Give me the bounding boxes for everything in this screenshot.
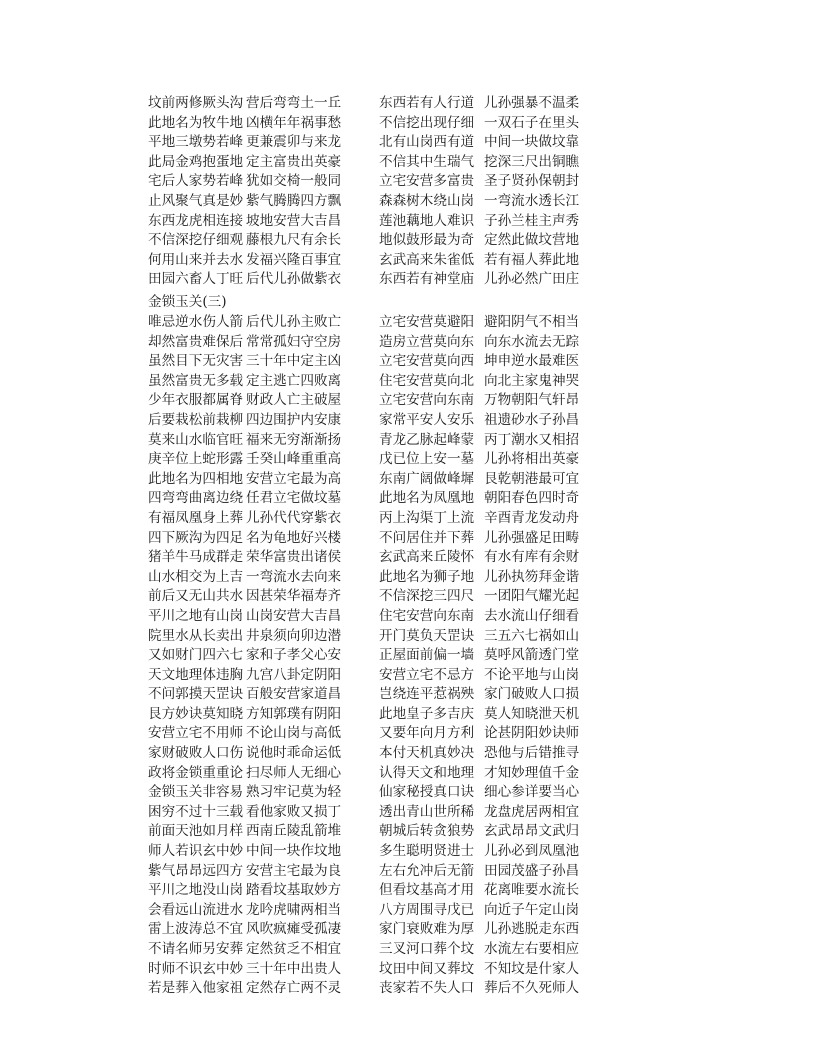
verse-line: 向近子午定山岗 (484, 901, 580, 918)
verse-line: 玄武高来朱雀低 (379, 251, 475, 268)
verse-line: 论甚阴阳妙诀师 (484, 725, 580, 742)
verse-line: 此地名为四相地 (148, 470, 244, 487)
verse-block-top (148, 94, 748, 290)
verse-row (148, 646, 748, 666)
verse-line: 认得天文和地理 (379, 764, 475, 781)
verse-line: 儿孙将相出英豪 (484, 451, 580, 468)
verse-row (148, 822, 748, 842)
verse-row (148, 94, 748, 114)
verse-line: 地似鼓形最为奇 (379, 232, 475, 249)
verse-row (148, 212, 748, 232)
verse-row (148, 783, 748, 803)
verse-line: 定然贫乏不相宜 (246, 941, 342, 957)
verse-line: 儿孙逃脱走东西 (484, 921, 580, 938)
verse-line: 雷上波涛总不宜 (148, 921, 244, 938)
verse-row (148, 685, 748, 705)
verse-line: 宅后人家势若峰 (148, 173, 244, 190)
verse-line: 何用山来并去水 (148, 251, 244, 268)
verse-line: 多生聪明贤进士 (379, 843, 475, 860)
verse-line: 辛酉青龙发动舟 (484, 509, 580, 526)
verse-line: 三叉河口葬个坟 (379, 941, 475, 957)
verse-row (148, 803, 748, 823)
verse-line: 莫人知晓泄天机 (484, 705, 580, 722)
verse-line: 虽然富贵无多载 (148, 372, 244, 389)
verse-line: 家门衰败难为厚 (379, 921, 475, 938)
verse-line: 透出青山世所稀 (379, 803, 475, 820)
verse-line: 恐他与后错推寻 (484, 745, 580, 762)
verse-line: 一弯流水透长江 (484, 192, 580, 209)
verse-line: 不信深挖三四尺 (379, 588, 475, 605)
verse-line: 坟前两修厥头沟 (148, 95, 244, 111)
verse-line: 此地名为凤凰地 (379, 490, 475, 507)
verse-line: 不信其中生瑞气 (379, 153, 475, 170)
verse-line: 看他家败又损丁 (246, 803, 342, 820)
verse-row (148, 251, 748, 271)
verse-line: 时师不识玄中妙 (148, 960, 244, 977)
verse-line: 去水流山仔细看 (484, 607, 580, 624)
verse-line: 花离唯要水流长 (484, 882, 580, 899)
verse-row (148, 313, 748, 333)
verse-line: 才知妙理值千金 (484, 764, 580, 781)
verse-line: 避阳阴气不相当 (484, 314, 580, 330)
verse-line: 荣华富贵出诸侯 (246, 549, 342, 566)
verse-row (148, 509, 748, 529)
verse-line: 师人若识玄中妙 (148, 843, 244, 860)
verse-line: 常常孤妇守空房 (246, 333, 342, 350)
verse-line: 山水相交为上吉 (148, 568, 244, 585)
verse-row (148, 862, 748, 882)
verse-line: 开门莫负天罡诀 (379, 627, 475, 644)
verse-line: 壬癸山峰重重高 (246, 451, 342, 468)
verse-line: 龙盘虎居两相宜 (484, 803, 580, 820)
verse-row (148, 666, 748, 686)
verse-line: 政将金锁重重论 (148, 764, 244, 781)
verse-line: 莫来山水临官旺 (148, 431, 244, 448)
verse-row (148, 842, 748, 862)
verse-line: 方知郭璞有阴阳 (246, 705, 342, 722)
verse-line: 三十年中定主凶 (246, 353, 342, 370)
verse-line: 四弯弯曲离边绕 (148, 490, 244, 507)
verse-line: 立宅安营莫向西 (379, 353, 475, 370)
verse-line: 发福兴隆百事宜 (246, 251, 342, 268)
verse-line: 四边围护内安康 (246, 411, 342, 428)
verse-line: 朝阳春色四时奇 (484, 490, 580, 507)
verse-line: 子孙兰桂主声秀 (484, 212, 580, 229)
verse-line: 向北主家鬼神哭 (484, 372, 580, 389)
verse-line: 说他时乖命运低 (246, 745, 342, 762)
verse-row (148, 724, 748, 744)
verse-row (148, 744, 748, 764)
verse-line: 踏看坟基取妙方 (246, 882, 342, 899)
verse-line: 凶横年年祸事愁 (246, 114, 342, 131)
verse-line: 百般安营家道昌 (246, 686, 342, 703)
verse-line: 儿孙强盛足田畴 (484, 529, 580, 546)
verse-line: 营后弯弯土一丘 (246, 95, 342, 111)
verse-line: 有水有库有余财 (484, 549, 580, 566)
verse-line: 熟习牢记莫为轻 (246, 784, 342, 801)
verse-line: 圣子贤孙保朝封 (484, 173, 580, 190)
section-heading: 金锁玉关(三) (148, 294, 227, 310)
verse-line: 少年衣服都属脊 (148, 392, 244, 409)
verse-line: 朝城后转贪狼势 (379, 823, 475, 840)
verse-line: 风吹疯瘫受孤凄 (246, 921, 342, 938)
verse-line: 天文地理体违胸 (148, 666, 244, 683)
verse-line: 坡地安营大吉昌 (246, 212, 342, 229)
verse-row (148, 372, 748, 392)
verse-line: 三十年中出贵人 (246, 960, 342, 977)
verse-line: 井泉须向卯边潜 (246, 627, 342, 644)
verse-row (148, 450, 748, 470)
verse-line: 儿孙强暴不温柔 (484, 95, 580, 111)
verse-line: 平地三墩势若峰 (148, 134, 244, 151)
verse-line: 立宅安营多富贵 (379, 173, 475, 190)
verse-line: 东西龙虎相连接 (148, 212, 244, 229)
verse-line: 金锁玉关非容易 (148, 784, 244, 801)
verse-line: 止风聚气真是妙 (148, 192, 244, 209)
verse-line: 莲池藕地人难识 (379, 212, 475, 229)
verse-line: 不请名师另安葬 (148, 941, 244, 957)
verse-line: 四下厥沟为四足 (148, 529, 244, 546)
verse-row (148, 231, 748, 251)
verse-row (148, 172, 748, 192)
verse-line: 扫尽师人无细心 (246, 764, 342, 781)
verse-line: 更兼震卯与来龙 (246, 134, 342, 151)
verse-line: 森森树木绕山岗 (379, 192, 475, 209)
verse-line: 却然富贵难保后 (148, 333, 244, 350)
verse-line: 财政人亡主破屋 (246, 392, 342, 409)
verse-line: 莫呼风箭透门堂 (484, 647, 580, 664)
verse-line: 细心参详要当心 (484, 784, 580, 801)
verse-row (148, 529, 748, 549)
verse-row (148, 960, 748, 980)
verse-line: 住宅安营向东南 (379, 607, 475, 624)
verse-line: 前面天池如月样 (148, 823, 244, 840)
verse-line: 万物朝阳气轩昂 (484, 392, 580, 409)
verse-line: 祖遗砂水子孙昌 (484, 411, 580, 428)
verse-row (148, 940, 748, 960)
verse-line: 紫气腾腾四方飘 (246, 192, 342, 209)
verse-line: 艮乾朝港最可宜 (484, 470, 580, 487)
verse-row (148, 114, 748, 134)
verse-line: 又如财门四六七 (148, 647, 244, 664)
verse-line: 定然存亡两不灵 (246, 980, 342, 997)
verse-row (148, 133, 748, 153)
verse-row (148, 489, 748, 509)
verse-row (148, 431, 748, 451)
verse-line: 龙吟虎啸两相当 (246, 901, 342, 918)
verse-line: 东南广阔做峰墀 (379, 470, 475, 487)
verse-line: 儿孙必然广田庄 (484, 271, 580, 288)
verse-line: 东西若有人行道 (379, 95, 475, 111)
verse-line: 中间一块作坟地 (246, 843, 342, 860)
verse-row (148, 153, 748, 173)
verse-row (148, 627, 748, 647)
verse-line: 丙丁潮水又相招 (484, 431, 580, 448)
verse-line: 正屋面前偏一墙 (379, 647, 475, 664)
verse-line: 立宅安营向东南 (379, 392, 475, 409)
verse-line: 田园茂盛子孙昌 (484, 862, 580, 879)
verse-line: 挖深三尺出铜瞧 (484, 153, 580, 170)
verse-line: 水流左右要相应 (484, 941, 580, 957)
verse-line: 后代儿孙主败亡 (246, 314, 342, 330)
verse-line: 因甚荣华福寿齐 (246, 588, 342, 605)
verse-line: 又要年向月方利 (379, 725, 475, 742)
verse-line: 丧家若不失人口 (379, 980, 475, 997)
verse-line: 后要栽松前栽柳 (148, 411, 244, 428)
verse-line: 造房立营莫向东 (379, 333, 475, 350)
verse-line: 安营立宅不用师 (148, 725, 244, 742)
verse-line: 福来无穷渐渐扬 (246, 431, 342, 448)
verse-line: 戊已位上安一墓 (379, 451, 475, 468)
verse-line: 若是葬入他家祖 (148, 980, 244, 997)
verse-line: 丙上沟渠丁上流 (379, 509, 475, 526)
verse-line: 立宅安营莫避阳 (379, 314, 475, 330)
verse-line: 儿孙必到凤凰池 (484, 843, 580, 860)
verse-line: 后代儿孙做紫衣 (246, 271, 342, 288)
verse-row (148, 764, 748, 784)
verse-line: 葬后不久死师人 (484, 980, 580, 997)
verse-row (148, 901, 748, 921)
verse-row (148, 587, 748, 607)
verse-line: 中间一块做坟靠 (484, 134, 580, 151)
verse-line: 玄武昂昂文武归 (484, 823, 580, 840)
verse-line: 定主逃亡四败离 (246, 372, 342, 389)
verse-row (148, 411, 748, 431)
verse-line: 有福凤凰身上葬 (148, 509, 244, 526)
verse-line: 此局金鸡抱蛋地 (148, 153, 244, 170)
verse-line: 安营立宅最为高 (246, 470, 342, 487)
verse-row (148, 607, 748, 627)
verse-block-main (148, 313, 748, 999)
verse-line: 不信挖出现仔细 (379, 114, 475, 131)
verse-line: 会看远山流进水 (148, 901, 244, 918)
verse-line: 虽然目下无灾害 (148, 353, 244, 370)
verse-line: 青龙乙脉起峰蒙 (379, 431, 475, 448)
verse-line: 家常平安人安乐 (379, 411, 475, 428)
verse-row (148, 352, 748, 372)
verse-line: 若有福人葬此地 (484, 251, 580, 268)
verse-line: 住宅安营莫向北 (379, 372, 475, 389)
verse-line: 院里水从长卖出 (148, 627, 244, 644)
verse-line: 北有山岗西有道 (379, 134, 475, 151)
verse-line: 家财破败人口伤 (148, 745, 244, 762)
verse-line: 不信深挖仔细观 (148, 232, 244, 249)
verse-row (148, 192, 748, 212)
verse-line: 此地皇子多吉庆 (379, 705, 475, 722)
verse-line: 不论山岗与高低 (246, 725, 342, 742)
verse-line: 八方周围寻戊已 (379, 901, 475, 918)
verse-line: 平川之地有山岗 (148, 607, 244, 624)
verse-line: 此地名为牧牛地 (148, 114, 244, 131)
verse-line: 西南丘陵乱箭堆 (246, 823, 342, 840)
verse-line: 岂绕连平惹祸殃 (379, 686, 475, 703)
verse-line: 儿孙执笏拜金谐 (484, 568, 580, 585)
verse-line: 名为龟地好兴楼 (246, 529, 342, 546)
verse-row (148, 470, 748, 490)
verse-line: 儿孙代代穿紫衣 (246, 509, 342, 526)
verse-row (148, 270, 748, 290)
verse-line: 向东水流去无踪 (484, 333, 580, 350)
verse-line: 家和子孝父心安 (246, 647, 342, 664)
verse-row (148, 333, 748, 353)
verse-line: 唯忌逆水伤人箭 (148, 314, 244, 330)
verse-line: 九宫八卦定阴阳 (246, 666, 342, 683)
verse-line: 一弯流水去向来 (246, 568, 342, 585)
verse-line: 定主富贵出英豪 (246, 153, 342, 170)
verse-row (148, 920, 748, 940)
verse-row (148, 391, 748, 411)
verse-line: 困穷不过十三载 (148, 803, 244, 820)
verse-line: 任君立宅做坟墓 (246, 490, 342, 507)
verse-line: 不问郭摸天罡诀 (148, 686, 244, 703)
verse-line: 安营主宅最为良 (246, 862, 342, 879)
verse-line: 仙家秘授真口诀 (379, 784, 475, 801)
verse-line: 本付天机真妙决 (379, 745, 475, 762)
verse-line: 猪羊牛马成群走 (148, 549, 244, 566)
verse-line: 左右允冲后无箭 (379, 862, 475, 879)
verse-line: 藤根九尺有余长 (246, 232, 342, 249)
verse-line: 不问居住并下葬 (379, 529, 475, 546)
verse-line: 一双石子在里头 (484, 114, 580, 131)
verse-row (148, 979, 748, 999)
verse-line: 前后又无山共水 (148, 588, 244, 605)
verse-line: 庚辛位上蛇形露 (148, 451, 244, 468)
verse-line: 艮方妙诀莫知晓 (148, 705, 244, 722)
verse-row (148, 881, 748, 901)
verse-line: 坤申逆水最难医 (484, 353, 580, 370)
verse-line: 坟田中间又葬坟 (379, 960, 475, 977)
verse-line: 田园六畜人丁旺 (148, 271, 244, 288)
verse-line: 东西若有神堂庙 (379, 271, 475, 288)
verse-line: 不论平地与山岗 (484, 666, 580, 683)
verse-row (148, 568, 748, 588)
verse-line: 定然此做坟营地 (484, 232, 580, 249)
verse-line: 安营立宅不忌方 (379, 666, 475, 683)
verse-row (148, 548, 748, 568)
verse-line: 一团阳气耀光起 (484, 588, 580, 605)
verse-line: 犹如交椅一般同 (246, 173, 342, 190)
verse-line: 但看坟基高才用 (379, 882, 475, 899)
verse-line: 平川之地没山岗 (148, 882, 244, 899)
verse-line: 此地名为狮子地 (379, 568, 475, 585)
verse-line: 家门破败人口损 (484, 686, 580, 703)
verse-line: 玄武高来丘陵怀 (379, 549, 475, 566)
verse-line: 紫气昂昂远四方 (148, 862, 244, 879)
verse-row (148, 705, 748, 725)
verse-line: 山岗安营大吉昌 (246, 607, 342, 624)
verse-line: 三五六七祸如山 (484, 627, 580, 644)
verse-line: 不知坟是什家人 (484, 960, 580, 977)
